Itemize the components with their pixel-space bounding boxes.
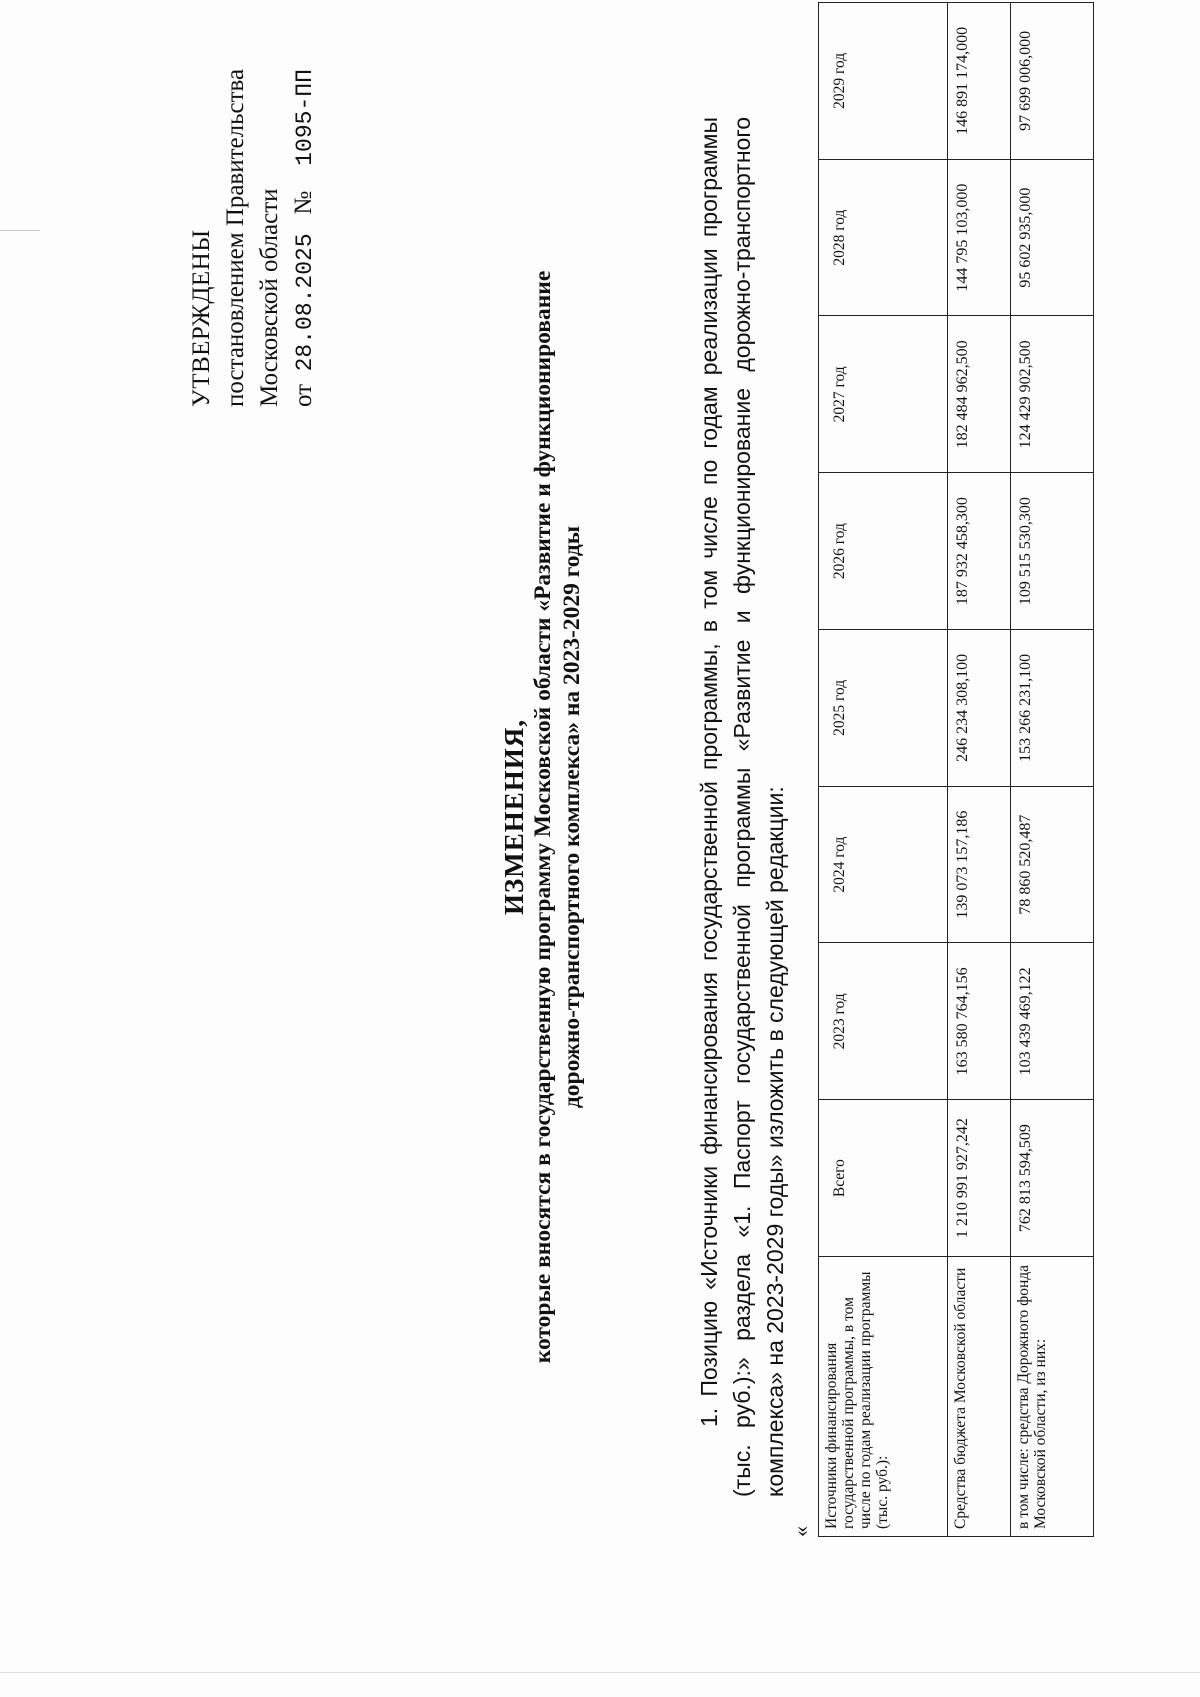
fund-2027: 124 429 902,500 (1011, 316, 1094, 473)
fund-2025: 153 266 231,100 (1011, 630, 1094, 787)
fund-2028: 95 602 935,000 (1011, 159, 1094, 316)
header-col-2026: 2026 год (819, 473, 948, 630)
budget-2025: 246 234 308,100 (948, 630, 1011, 787)
budget-2026: 187 932 458,300 (948, 473, 1011, 630)
approval-title: УТВЕРЖДЕНЫ (188, 229, 215, 407)
fund-total: 762 813 594,509 (1011, 1100, 1094, 1257)
budget-total: 1 210 991 927,242 (948, 1100, 1011, 1257)
fund-2024: 78 860 520,487 (1011, 786, 1094, 943)
row-label-budget: Средства бюджета Московской области (948, 1257, 1011, 1537)
budget-2027: 182 484 962,500 (948, 316, 1011, 473)
header-col-2028: 2028 год (819, 159, 948, 316)
approval-date: 28.08.2025 (292, 233, 318, 372)
approval-line-2: Московской области (256, 188, 283, 407)
document-heading (500, 117, 587, 1517)
budget-2028: 144 795 103,000 (948, 159, 1011, 316)
fund-2029: 97 699 006,000 (1011, 3, 1094, 160)
body-paragraph (693, 117, 792, 1497)
header-col-total: Всего (819, 1100, 948, 1257)
heading-main: ИЗМЕНЕНИЯ, (499, 719, 529, 916)
approval-block (185, 7, 322, 407)
budget-2024: 139 073 157,186 (948, 786, 1011, 943)
approval-date-prefix: от (290, 383, 317, 407)
table-row-road-fund (1011, 3, 1094, 1537)
table-row-budget (948, 3, 1011, 1537)
header-label-cell: Источники финансирования государственной программы, в том числе по годам реализации программы (тыс. руб.): (819, 1257, 948, 1537)
table-header-row (819, 3, 948, 1537)
approval-number: 1095-ПП (292, 69, 318, 166)
header-col-2029: 2029 год (819, 3, 948, 160)
financing-table (818, 2, 1094, 1537)
header-col-2025: 2025 год (819, 630, 948, 787)
opening-quote-mark: « (788, 1526, 813, 1537)
approval-date-line (287, 7, 322, 407)
approval-line-1: постановлением Правительства (222, 68, 249, 407)
paragraph-text: 1. Позицию «Источники финансирования государственной программы, в том числе по годам реализации программы (тыс. руб.):» раздела «1. Паспорт государственной программы «Развитие и функционирование дорожно-транспортного комплекса» на 2023-2029 годы» изложить в следующей редакции: (696, 117, 788, 1497)
header-col-2024: 2024 год (819, 786, 948, 943)
heading-line-3: дорожно-транспортного комплекса» на 2023-2029 годы (559, 525, 585, 1109)
header-col-2023: 2023 год (819, 943, 948, 1100)
heading-line-2: которые вносятся в государственную программу Московской области «Развитие и функционирование (530, 270, 556, 1364)
row-label-road-fund: в том числе: средства Дорожного фонда Московской области, из них: (1011, 1257, 1094, 1537)
budget-2023: 163 580 764,156 (948, 943, 1011, 1100)
fund-2023: 103 439 469,122 (1011, 943, 1094, 1100)
budget-2029: 146 891 174,000 (948, 3, 1011, 160)
approval-number-sign: № (290, 190, 317, 215)
header-col-2027: 2027 год (819, 316, 948, 473)
fund-2026: 109 515 530,300 (1011, 473, 1094, 630)
